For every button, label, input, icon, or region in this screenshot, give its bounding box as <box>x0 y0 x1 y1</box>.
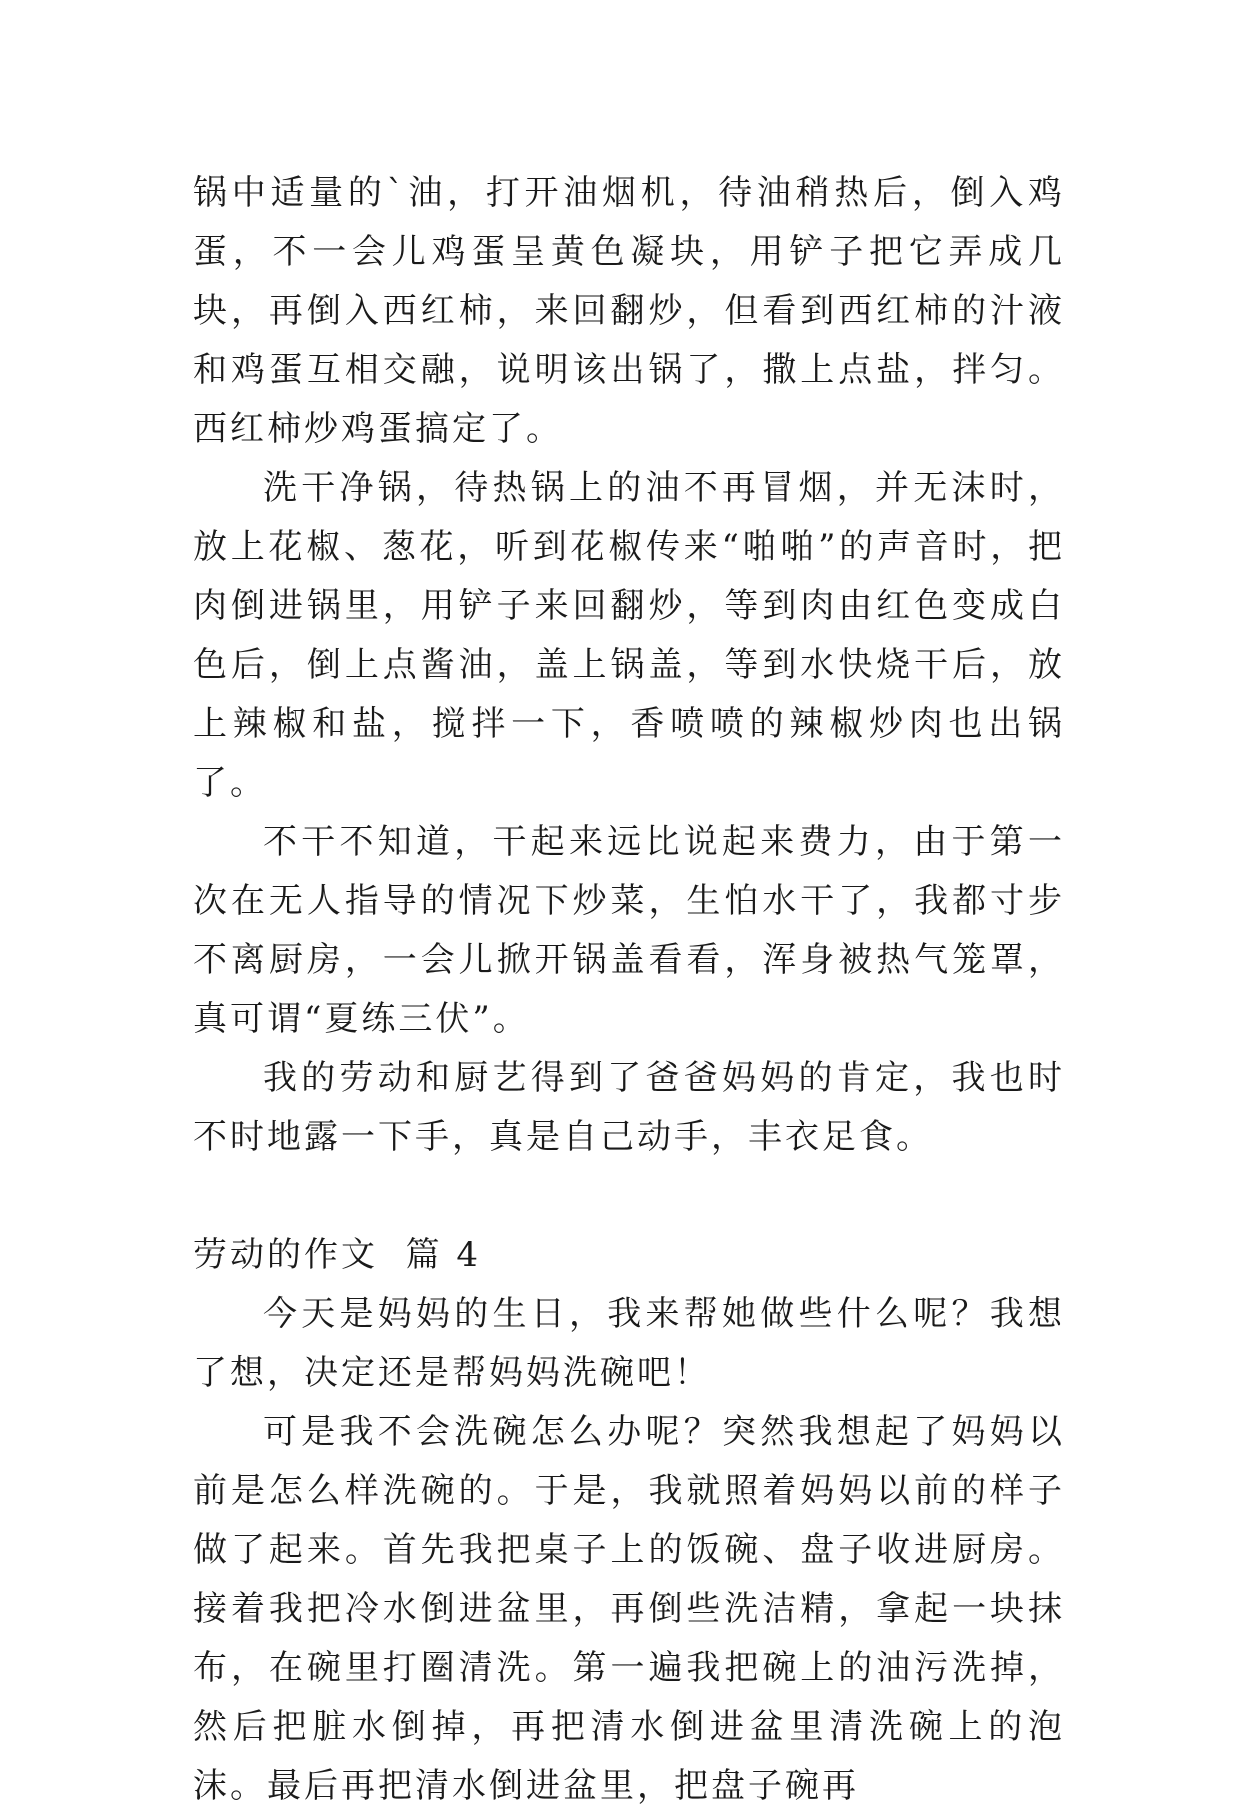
paragraph-top-1: 锅中适量的`油，打开油烟机，待油稍热后，倒入鸡蛋，不一会儿鸡蛋呈黄色凝块，用铲子把它弄成几块，再倒入西红柿，来回翻炒，但看到西红柿的汁液和鸡蛋互相交融，说明该出锅了，撒上点盐，拌匀。西红柿炒鸡蛋搞定了。 <box>193 173 1065 449</box>
paragraph-bottom-2: 可是我不会洗碗怎么办呢？突然我想起了妈妈以前是怎么样洗碗的。于是，我就照着妈妈以前的样子做了起来。首先我把桌子上的饭碗、盘子收进厨房。接着我把冷水倒进盆里，再倒些洗洁精，拿起一块抹布，在碗里打圈清洗。第一遍我把碗上的油污洗掉，然后把脏水倒掉，再把清水倒进盆里清洗碗上的泡沫。最后再把清水倒进盆里，把盘子碗再 <box>193 1412 1065 1806</box>
section-heading: 劳动的作文 篇 4 <box>193 1235 482 1275</box>
paragraph-top-2: 洗干净锅，待热锅上的油不再冒烟，并无沫时，放上花椒、葱花，听到花椒传来“啪啪”的声音时，把肉倒进锅里，用铲子来回翻炒，等到肉由红色变成白色后，倒上点酱油，盖上锅盖，等到水快烧干后，放上辣椒和盐，搅拌一下，香喷喷的辣椒炒肉也出锅了。 <box>193 468 1065 803</box>
paragraph-top-3: 不干不知道，干起来远比说起来费力，由于第一次在无人指导的情况下炒菜，生怕水干了，我都寸步不离厨房，一会儿掀开锅盖看看，浑身被热气笼罩，真可谓“夏练三伏”。 <box>193 822 1065 1039</box>
paragraph-top-4: 我的劳动和厨艺得到了爸爸妈妈的肯定，我也时不时地露一下手，真是自己动手，丰衣足食。 <box>193 1058 1065 1157</box>
document-body <box>193 164 1065 1816</box>
paragraph-bottom-1: 今天是妈妈的生日，我来帮她做些什么呢？我想了想，决定还是帮妈妈洗碗吧！ <box>193 1294 1065 1393</box>
